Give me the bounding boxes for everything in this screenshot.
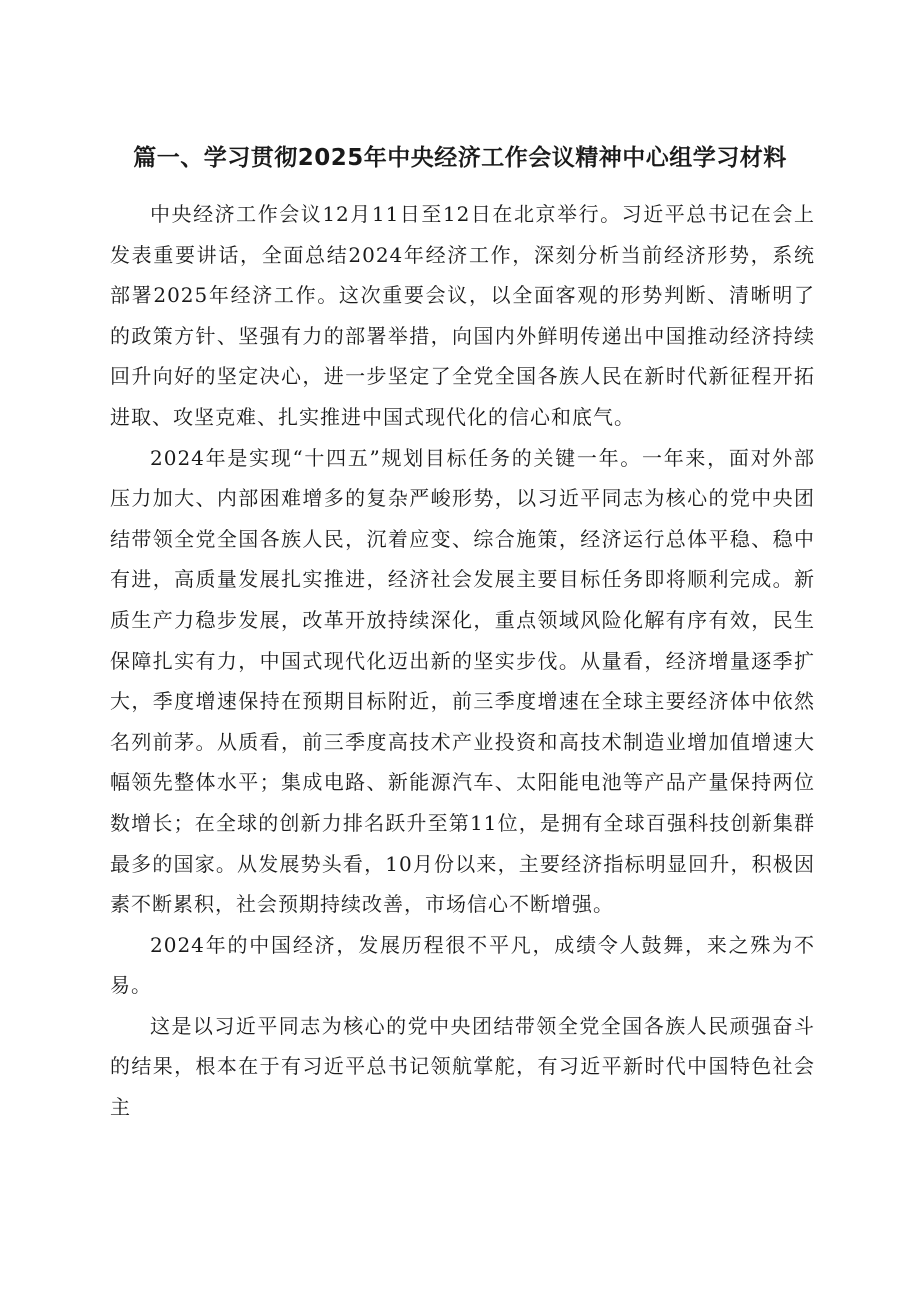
paragraph-3: 2024年的中国经济，发展历程很不平凡，成绩令人鼓舞，来之殊为不易。 [110,932,815,998]
document-title: 篇一、学习贯彻2025年中央经济工作会议精神中心组学习材料 [133,145,787,171]
paragraph-4: 这是以习近平同志为核心的党中央团结带领全党全国各族人民顽强奋斗的结果，根本在于有习近平总书记领航掌舵，有习近平新时代中国特色社会主 [110,1013,815,1120]
document-body [110,194,815,1128]
paragraph-1: 中央经济工作会议12月11日至12日在北京举行。习近平总书记在会上发表重要讲话，全面总结2024年经济工作，深刻分析当前经济形势，系统部署2025年经济工作。这次重要会议，以全面客观的形势判断、清晰明了的政策方针、坚强有力的部署举措，向国内外鲜明传递出中国推动经济持续回升向好的坚定决心，进一步坚定了全党全国各族人民在新时代新征程开拓进取、攻坚克难、扎实推进中国式现代化的信心和底气。 [110,202,815,429]
paragraph-2: 2024年是实现“十四五”规划目标任务的关键一年。一年来，面对外部压力加大、内部困难增多的复杂严峻形势，以习近平同志为核心的党中央团结带领全党全国各族人民，沉着应变、综合施策，经济运行总体平稳、稳中有进，高质量发展扎实推进，经济社会发展主要目标任务即将顺利完成。新质生产力稳步发展，改革开放持续深化，重点领域风险化解有序有效，民生保障扎实有力，中国式现代化迈出新的坚实步伐。从量看，经济增量逐季扩大，季度增速保持在预期目标附近，前三季度增速在全球主要经济体中依然名列前茅。从质看，前三季度高技术产业投资和高技术制造业增加值增速大幅领先整体水平；集成电路、新能源汽车、太阳能电池等产品产量保持两位数增长；在全球的创新力排名跃升至第11位，是拥有全球百强科技创新集群最多的国家。从发展势头看，10月份以来，主要经济指标明显回升，积极因素不断累积，社会预期持续改善，市场信心不断增强。 [110,445,815,917]
